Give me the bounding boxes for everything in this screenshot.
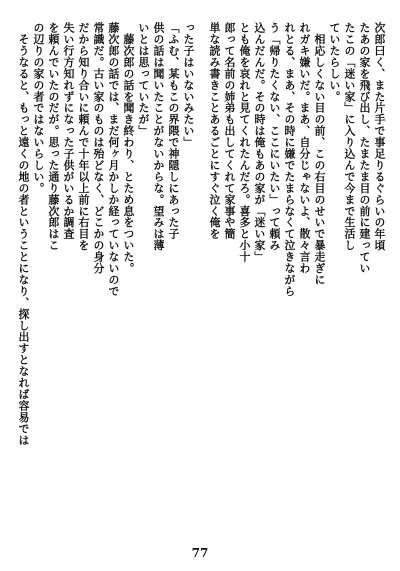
text-column-right: 次郎曰く、また片手で事足りるぐらいの年頃 たあの家を飛び出し、たまたま目の前に建ってい たこの「迷い家」に入り込んで今まで生活し ていたらしい。 相応しくない目の前、この右目のせいで暴走ぎに れガキ嫌いだ。まあ、自分じゃないよ、散々言わ れとる、まあ、その時に嫌でたまらなくて泣きながら う「帰りたくない、ここにいたい」って頼み 込んだんだ。その時は俺もあの家が「迷い家」 とも俺を哀れと見てくれたんだろ。喜多と小十 郎って名前の姉弟も出してくれて家事や簡 単な読み書きことあるごとにすぐ泣く俺を xyxy=(208,22,386,297)
text-column-left: った子はいないみたい」 「ふむ、某もこの界隈で神隠しにあった子 供の話は聞いたことがないからな。望みは薄 いとは思っていたが」 藤次郎の話を聞き終わり、とため息をついた。 藤次郎の話では、まだ何ヶ月かしか経っていないので 常識だ。古い家のものは殆どなく、どこかの身分 だから知り合いに頼んで十年以上前に右目を 失い行方知れずになった子供がいるか調査 を頼んでいたのだが。思った通り藤次郎はこ の辺りの家の者ではないらしい。 そうなると、もっと遠くの地の者ということになり、探し出すとなれば容易では xyxy=(17,22,195,446)
page-number: 77 xyxy=(191,546,209,560)
